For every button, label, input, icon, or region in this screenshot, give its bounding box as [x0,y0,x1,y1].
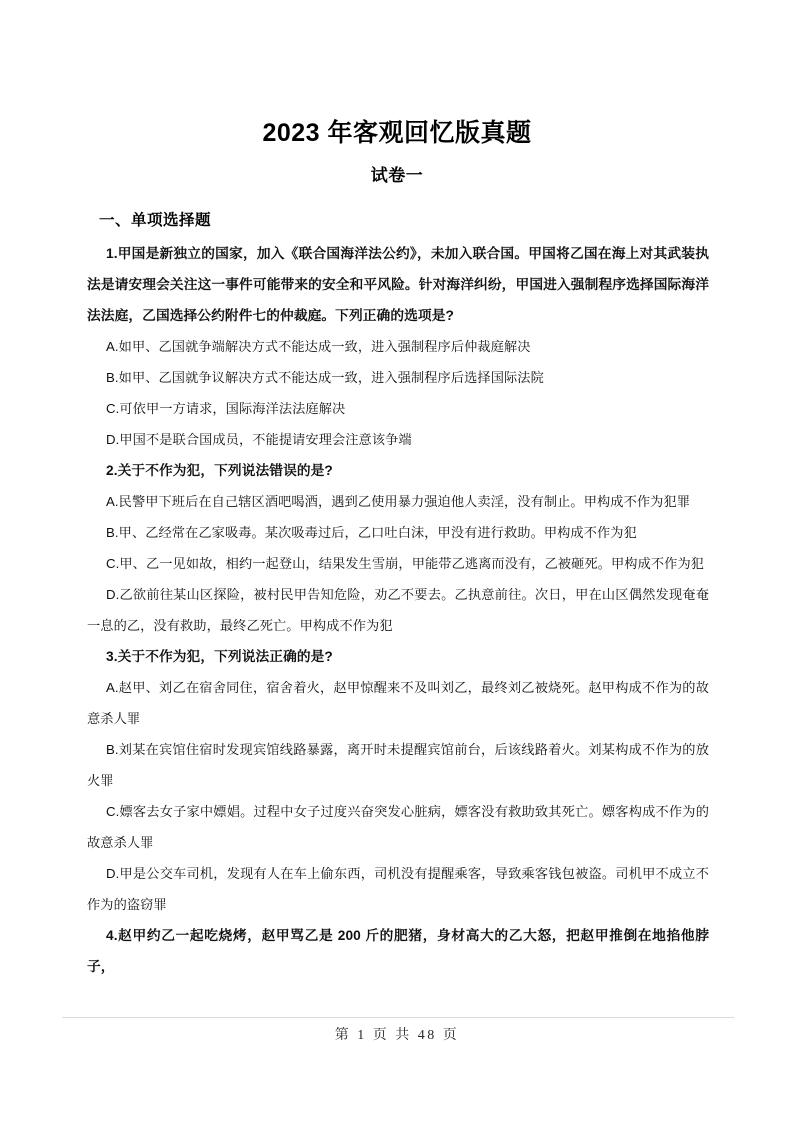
question-option[interactable]: D.甲是公交车司机，发现有人在车上偷东西，司机没有提醒乘客，导致乘客钱包被盗。司机甲不成立不作为的盗窃罪 [87,866,709,912]
question-option[interactable]: A.如甲、乙国就争端解决方式不能达成一致，进入强制程序后仲裁庭解决 [106,339,531,354]
question-item [87,238,709,455]
document-body [87,206,709,982]
question-stem: 4.赵甲约乙一起吃烧烤，赵甲骂乙是 200 斤的肥猪，身材高大的乙大怒，把赵甲推倒在地掐他脖子， [87,928,709,974]
question-option[interactable]: D.甲国不是联合国成员，不能提请安理会注意该争端 [106,432,412,447]
question-option[interactable]: B.如甲、乙国就争议解决方式不能达成一致，进入强制程序后选择国际法院 [106,370,544,385]
page-footer: 第 1 页 共 48 页 [334,1028,460,1043]
question-option[interactable]: B.甲、乙经常在乙家吸毒。某次吸毒过后，乙口吐白沫，甲没有进行救助。甲构成不作为犯 [106,525,637,540]
question-option[interactable]: C.可依甲一方请求，国际海洋法法庭解决 [106,401,346,416]
question-option[interactable]: D.乙欲前往某山区探险，被村民甲告知危险，劝乙不要去。乙执意前往。次日，甲在山区偶然发现奄奄一息的乙，没有救助，最终乙死亡。甲构成不作为犯 [87,587,709,633]
question-item [87,920,709,982]
section-heading: 一、单项选择题 [99,212,212,229]
question-option[interactable]: C.嫖客去女子家中嫖娼。过程中女子过度兴奋突发心脏病，嫖客没有救助致其死亡。嫖客构成不作为的故意杀人罪 [87,804,709,850]
question-stem: 1.甲国是新独立的国家，加入《联合国海洋法公约》，未加入联合国。甲国将乙国在海上对其武装执法是请安理会关注这一事件可能带来的安全和平风险。针对海洋纠纷，甲国进入强制程序选择国际海洋法法庭，乙国选择公约附件七的仲裁庭。下列正确的选项是? [87,246,709,323]
question-option[interactable]: A.民警甲下班后在自己辖区酒吧喝酒，遇到乙使用暴力强迫他人卖淫，没有制止。甲构成不作为犯罪 [106,494,691,509]
question-stem: 3.关于不作为犯，下列说法正确的是? [106,649,333,664]
page-title: 2023 年客观回忆版真题 [262,119,532,147]
footer-divider [62,1017,734,1018]
question-option[interactable]: A.赵甲、刘乙在宿舍同住，宿舍着火，赵甲惊醒来不及叫刘乙，最终刘乙被烧死。赵甲构成不作为的故意杀人罪 [87,680,709,726]
question-item [87,455,709,641]
question-item [87,641,709,920]
question-option[interactable]: B.刘某在宾馆住宿时发现宾馆线路暴露，离开时未提醒宾馆前台，后该线路着火。刘某构成不作为的放火罪 [87,742,709,788]
question-option[interactable]: C.甲、乙一见如故，相约一起登山，结果发生雪崩，甲能带乙逃离而没有，乙被砸死。甲构成不作为犯 [106,556,705,571]
page-subtitle: 试卷一 [370,166,424,185]
question-stem: 2.关于不作为犯，下列说法错误的是? [106,463,333,478]
